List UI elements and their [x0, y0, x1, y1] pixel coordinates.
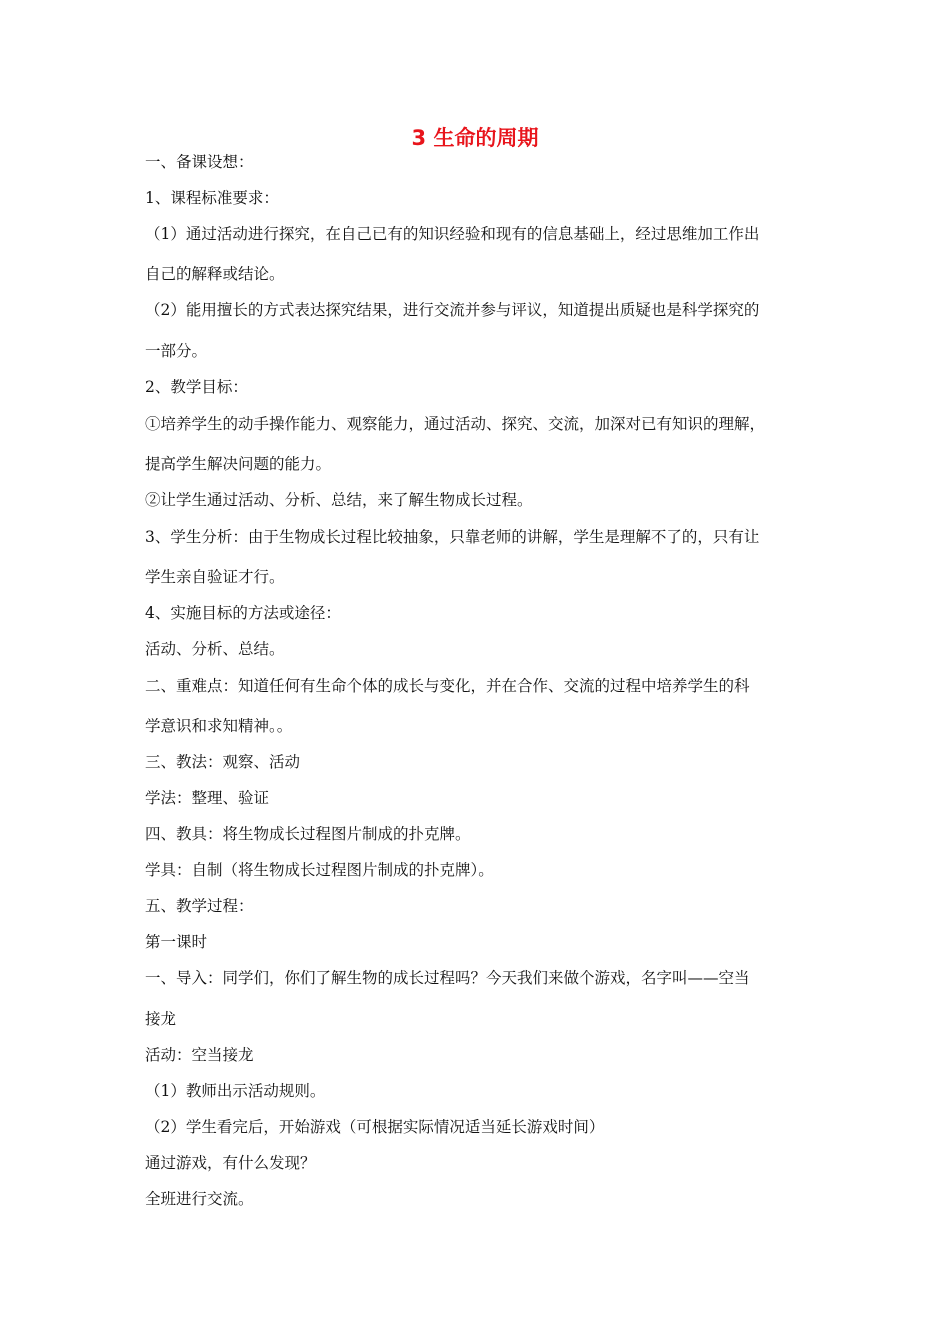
text-line: 二、重难点：知道任何有生命个体的成长与变化，并在合作、交流的过程中培养学生的科	[145, 677, 750, 695]
text-line: 全班进行交流。	[145, 1190, 254, 1208]
text-line: 第一课时	[145, 933, 208, 951]
text-line: 五、教学过程：	[145, 897, 254, 915]
text-line: 一、导入：同学们，你们了解生物的成长过程吗？今天我们来做个游戏，名字叫——空当	[145, 969, 750, 987]
text-line: （2）学生看完后，开始游戏（可根据实际情况适当延长游戏时间）	[145, 1118, 605, 1136]
text-line: ②让学生通过活动、分析、总结，来了解生物成长过程。	[145, 491, 533, 509]
text-line: 三、教法：观察、活动	[145, 753, 301, 771]
text-line: 活动、分析、总结。	[145, 640, 285, 658]
text-line: 4、实施目标的方法或途径：	[145, 604, 341, 622]
text-line: 自己的解释或结论。	[145, 265, 285, 283]
text-line: 通过游戏，有什么发现？	[145, 1154, 316, 1172]
page-title: 3 生命的周期	[411, 126, 539, 150]
text-line: 提高学生解决问题的能力。	[145, 455, 332, 473]
text-line: （1）通过活动进行探究，在自己已有的知识经验和现有的信息基础上，经过思维加工作出	[145, 225, 760, 243]
text-line: 3、学生分析：由于生物成长过程比较抽象，只靠老师的讲解，学生是理解不了的，只有让	[145, 528, 760, 546]
text-line: 活动：空当接龙	[145, 1046, 254, 1064]
text-line: 学生亲自验证才行。	[145, 568, 285, 586]
text-line: 一部分。	[145, 342, 208, 360]
text-line: 四、教具：将生物成长过程图片制成的扑克牌。	[145, 825, 471, 843]
text-line: ①培养学生的动手操作能力、观察能力，通过活动、探究、交流，加深对已有知识的理解，	[145, 415, 766, 433]
text-line: 一、备课设想：	[145, 153, 254, 171]
text-line: （1）教师出示活动规则。	[145, 1082, 326, 1100]
text-line: 学意识和求知精神。。	[145, 717, 293, 735]
text-line: 学法：整理、验证	[145, 789, 270, 807]
text-line: 1、课程标准要求：	[145, 189, 279, 207]
text-line: 2、教学目标：	[145, 378, 248, 396]
text-line: 学具：自制（将生物成长过程图片制成的扑克牌）。	[145, 861, 494, 879]
text-line: （2）能用擅长的方式表达探究结果，进行交流并参与评议，知道提出质疑也是科学探究的	[145, 301, 760, 319]
text-line: 接龙	[145, 1010, 177, 1028]
